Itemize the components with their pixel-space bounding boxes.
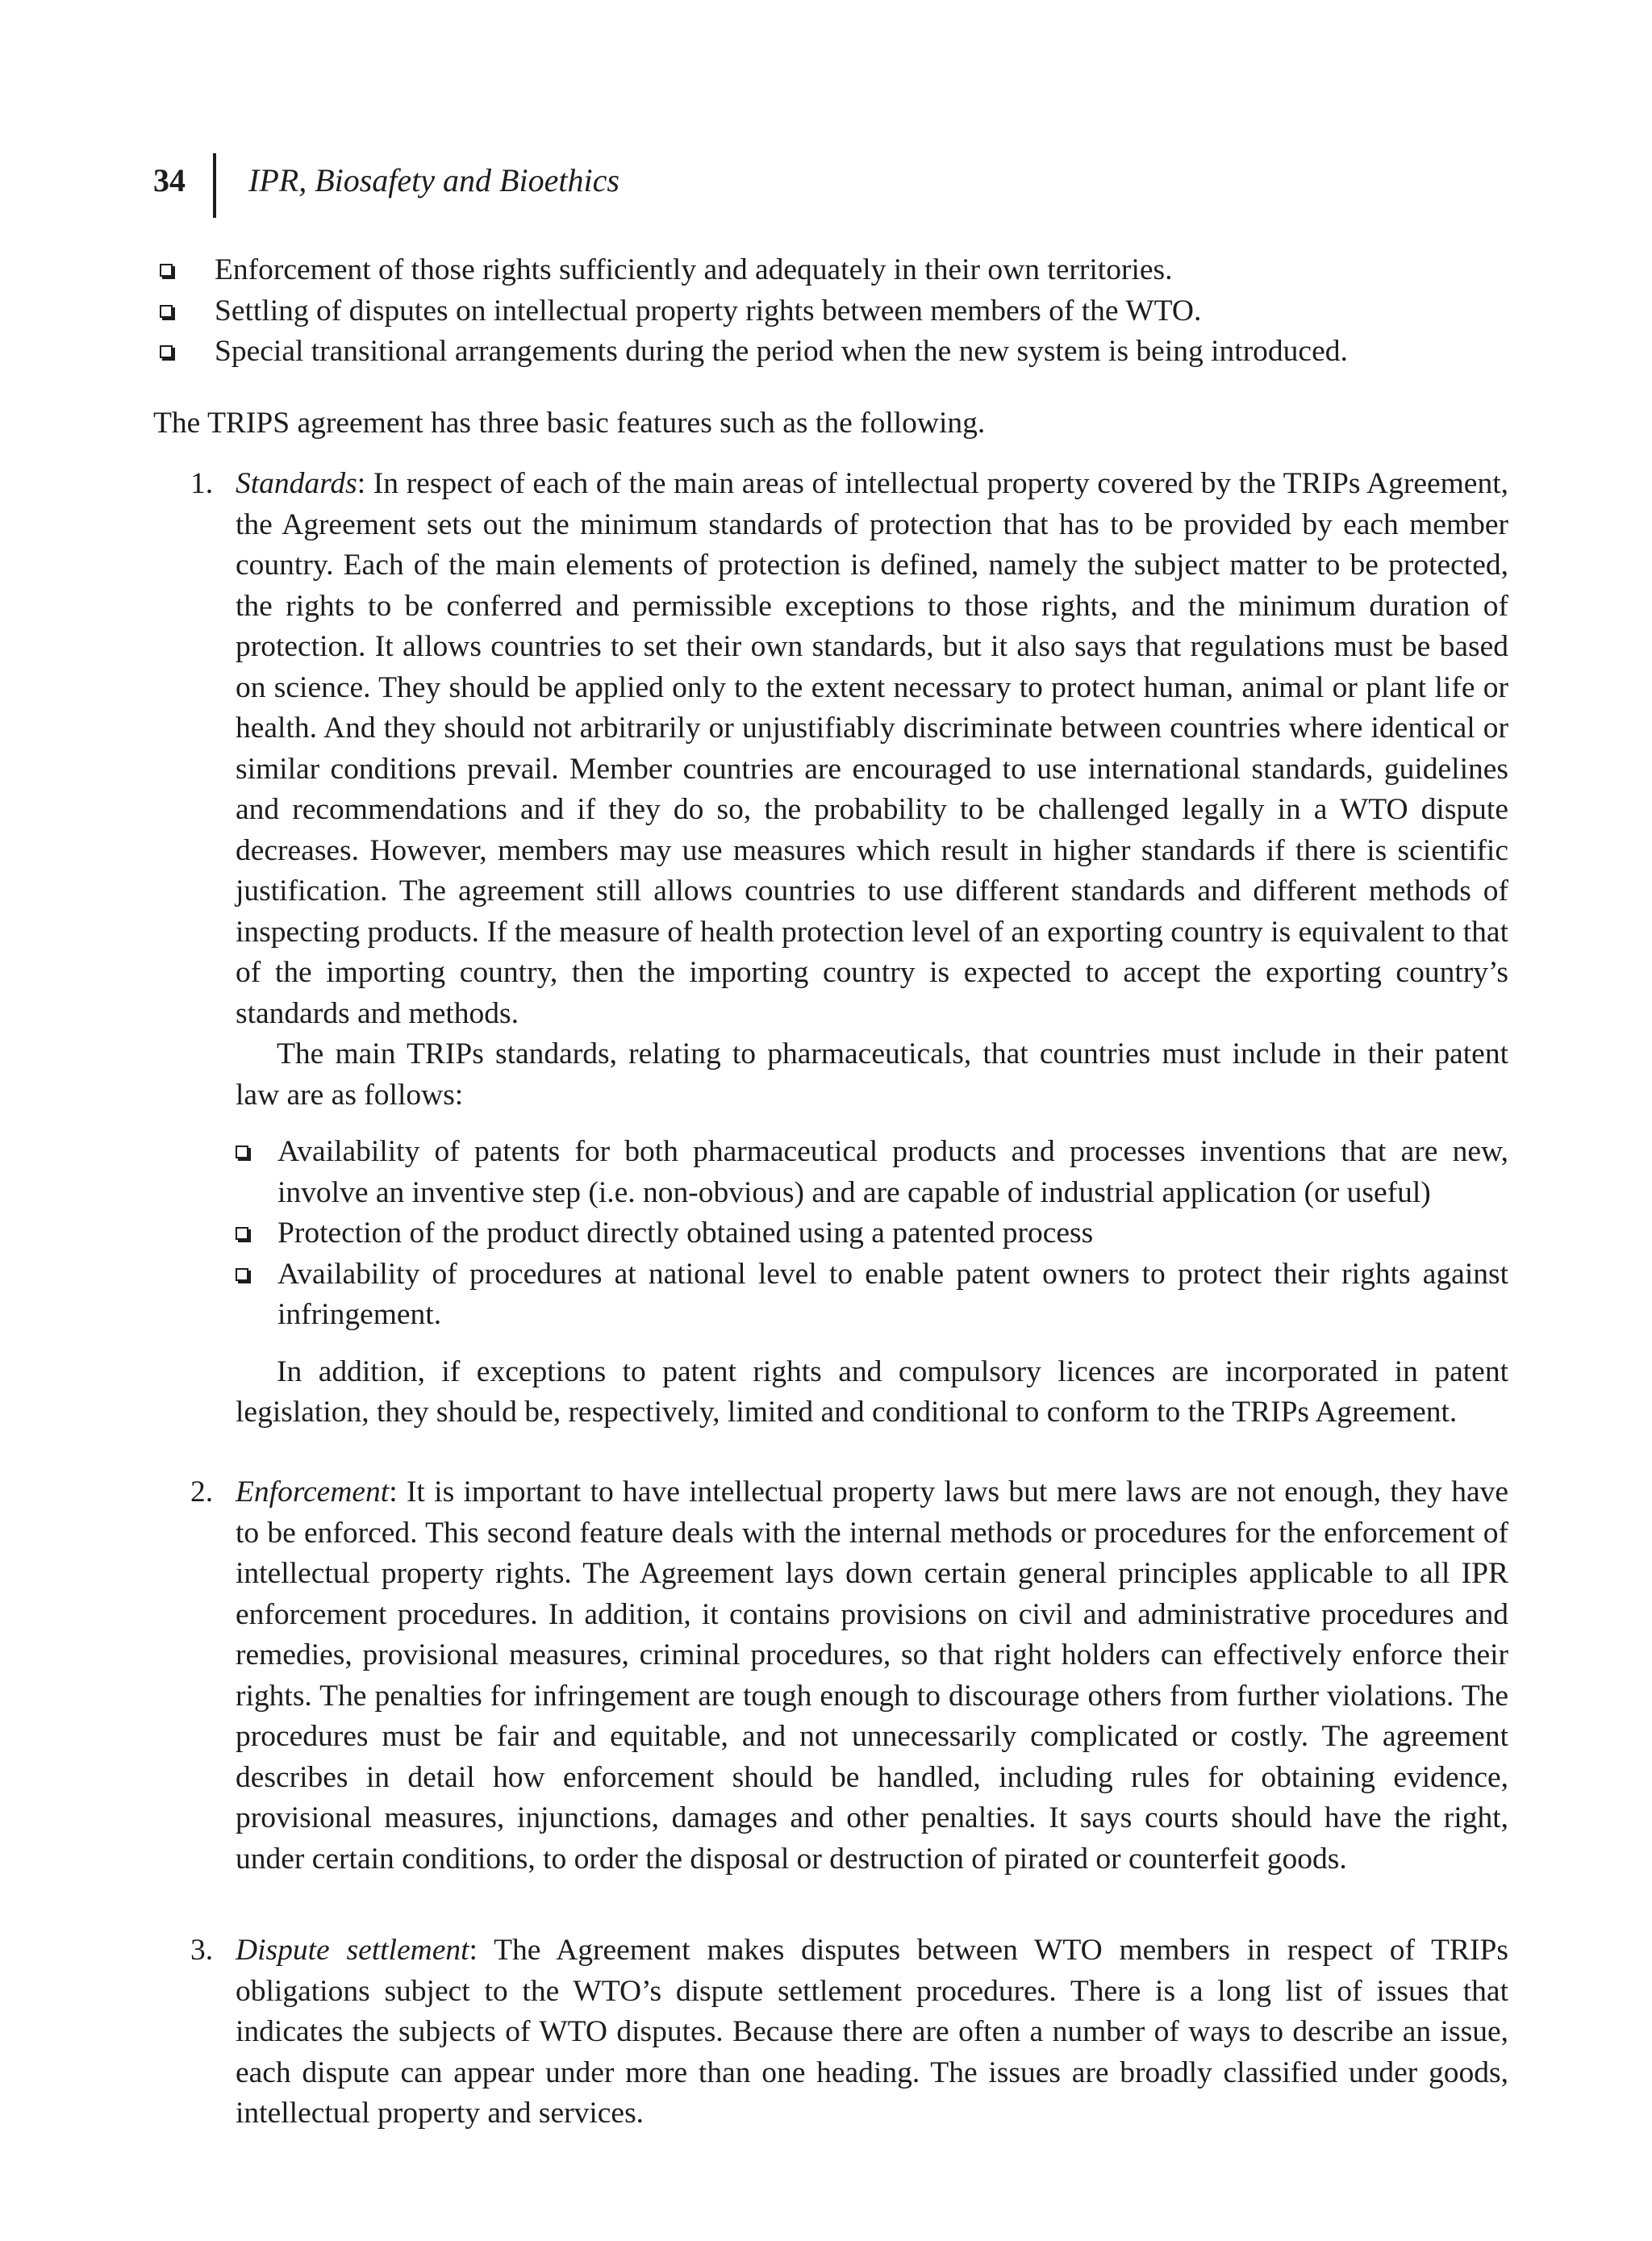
list-item-text: Enforcement of those rights sufficiently and adequately in their own territories. — [215, 253, 1173, 286]
intro-paragraph: The TRIPS agreement has three basic features such as the following. — [153, 407, 986, 440]
feature-paragraph-2: The main TRIPs standards, relating to pharmaceuticals, that countries must include in their patent law are as follows: — [236, 1037, 1508, 1112]
list-item — [153, 291, 1508, 332]
page-number: 34 — [153, 162, 186, 198]
list-item — [153, 332, 1508, 373]
checkbox-bullet-icon — [160, 264, 173, 277]
feature-text: : In respect of each of the main areas of intellectual property covered by the TRIPs Agreement, the Agreement sets out the minimum standards of protection that has to be provided by each member country. Each of the main elements of protection is defined, namely the subject matter to be protected, the rights to be conferred and permissible exceptions to those rights, and the minimum duration of protection. It allows countries to set their own standards, but it also says that regulations must be based on science. They should be applied only to the extent necessary to protect human, animal or plant life or health. And they should not arbitrarily or unjustifiably discriminate between countries where identical or similar conditions prevail. Member countries are encouraged to use international standards, guidelines and recommendations and if they do so, the probability to be challenged legally in a WTO dispute decreases. However, members may use measures which result in higher standards if there is scientific justification. The agreement still allows countries to use different standards and different methods of inspecting products. If the measure of health protection level of an exporting country is equivalent to that of the importing country, then the importing country is expected to accept the exporting country’s standards and methods. — [236, 467, 1508, 1030]
checkbox-bullet-icon — [236, 1146, 248, 1158]
feature-dispute-settlement — [190, 1930, 1508, 2135]
feature-paragraph — [236, 1472, 1508, 1880]
feature-paragraph — [236, 1930, 1508, 2135]
feature-title: Dispute settlement — [236, 1934, 469, 1967]
list-item — [153, 250, 1508, 291]
feature-body — [236, 1472, 1508, 1880]
feature-paragraph-3: In addition, if exceptions to patent rights and compulsory licences are incorporated in patent legislation, they should be, respectively, limited and conditional to conform to the TRIPs Agreement. — [236, 1354, 1508, 1429]
standards-bullet-list — [236, 1132, 1508, 1336]
feature-title: Enforcement — [236, 1475, 390, 1509]
list-item — [236, 1132, 1508, 1213]
top-bullet-list — [153, 250, 1508, 373]
list-item-text: Availability of patents for both pharmaceutical products and processes inventions that are new, involve an inventive step (i.e. non-obvious) and are capable of industrial application (or useful) — [277, 1135, 1508, 1209]
checkbox-bullet-icon — [160, 305, 173, 318]
list-item-text: Special transitional arrangements during the period when the new system is being introduced. — [215, 335, 1348, 368]
header-divider — [213, 153, 216, 218]
list-item-text: Availability of procedures at national level to enable patent owners to protect their rights against infringement. — [277, 1257, 1508, 1331]
feature-number: 3. — [190, 1934, 214, 1967]
feature-text: : The Agreement makes disputes between WTO members in respect of TRIPs obligations subject to the WTO’s dispute settlement procedures. There is a long list of issues that indicates the subjects of WTO disputes. Because there are often a number of ways to describe an issue, each dispute can appear under more than one heading. The issues are broadly classified under goods, intellectual property and services. — [236, 1934, 1508, 2130]
list-item-text: Settling of disputes on intellectual property rights between members of the WTO. — [215, 294, 1202, 328]
checkbox-bullet-icon — [236, 1268, 248, 1281]
feature-standards — [190, 464, 1508, 1433]
running-title: IPR, Biosafety and Bioethics — [248, 162, 620, 198]
list-item — [236, 1254, 1508, 1336]
checkbox-bullet-icon — [236, 1227, 248, 1240]
feature-title: Standards — [236, 467, 357, 500]
page-header — [153, 153, 1525, 218]
feature-text: : It is important to have intellectual property laws but mere laws are not enough, they have to be enforced. This second feature deals with the internal methods or procedures for the enforcement of intellectual property rights. The Agreement lays down certain general principles applicable to all IPR enforcement procedures. In addition, it contains provisions on civil and administrative procedures and remedies, provisional measures, criminal procedures, so that right holders can effectively enforce their rights. The penalties for infringement are tough enough to discourage others from further violations. The procedures must be fair and equitable, and not unnecessarily complicated or costly. The agreement describes in detail how enforcement should be handled, including rules for obtaining evidence, provisional measures, injunctions, damages and other penalties. It says courts should have the right, under certain conditions, to order the disposal or destruction of pirated or counterfeit goods. — [236, 1475, 1508, 1876]
list-item — [236, 1213, 1508, 1254]
feature-body — [236, 1930, 1508, 2135]
list-item-text: Protection of the product directly obtained using a patented process — [277, 1216, 1094, 1250]
feature-number: 1. — [190, 467, 214, 500]
feature-enforcement — [190, 1472, 1508, 1880]
feature-body — [236, 464, 1508, 1433]
feature-number: 2. — [190, 1475, 214, 1509]
feature-paragraph — [236, 464, 1508, 1034]
checkbox-bullet-icon — [160, 345, 173, 358]
